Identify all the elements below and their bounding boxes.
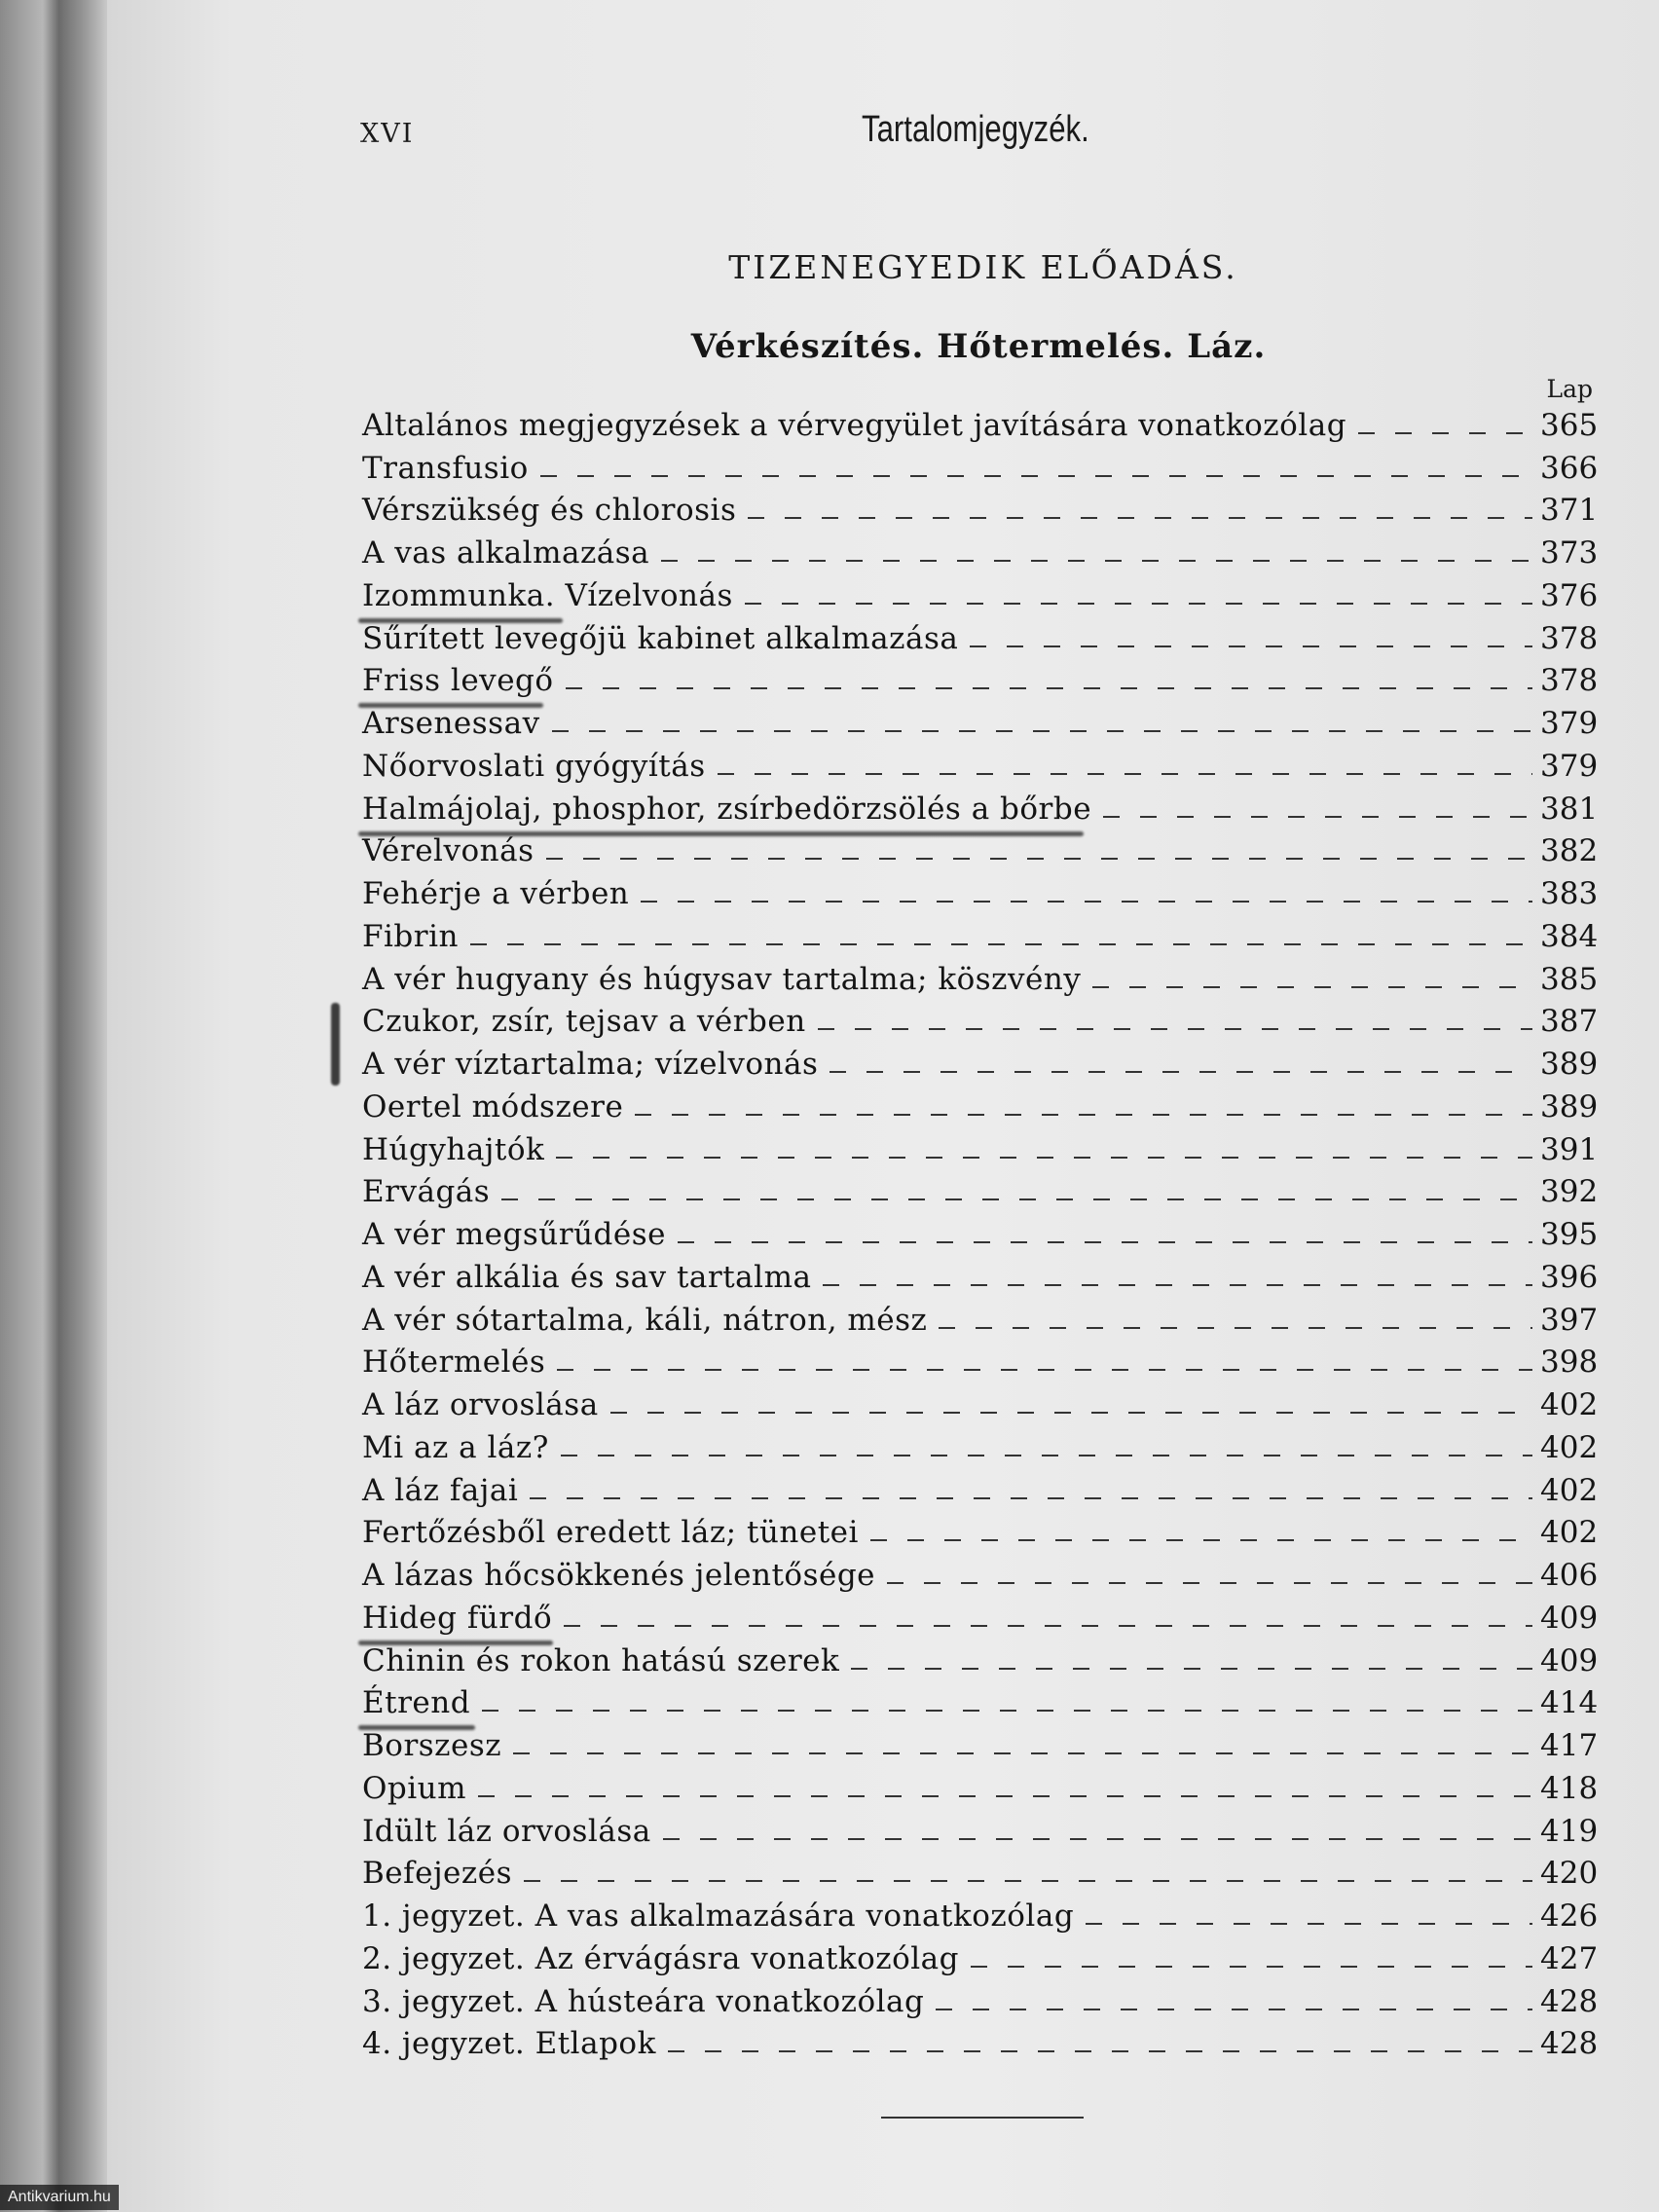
dot-leader — [478, 1795, 1532, 1797]
dot-leader — [818, 1028, 1532, 1030]
entry-title: Hőtermelés — [362, 1345, 546, 1381]
entry-page: 366 — [1540, 450, 1599, 486]
dot-leader — [524, 1880, 1532, 1882]
entry-title: Mi az a láz? — [362, 1429, 549, 1465]
dot-leader — [668, 2050, 1532, 2052]
dot-leader — [718, 773, 1532, 775]
entry-page: 371 — [1540, 493, 1599, 529]
dot-leader — [971, 1966, 1532, 1968]
section-subtitle: Vérkészítés. Hőtermelés. Láz. — [690, 327, 1267, 366]
dot-leader — [1103, 816, 1532, 818]
entry-page: 384 — [1540, 918, 1599, 954]
entry-title: Nőorvoslati gyógyítás — [362, 748, 706, 784]
entry-title: Oertel módszere — [362, 1088, 624, 1124]
entry-page: 389 — [1540, 1047, 1599, 1082]
entry-page: 402 — [1540, 1387, 1599, 1422]
dot-leader — [641, 901, 1532, 903]
entry-title: Fibrin — [362, 918, 459, 954]
entry-title-text: Étrend — [362, 1685, 471, 1721]
dot-leader — [851, 1668, 1532, 1670]
entry-title: Húgyhajtók — [362, 1131, 545, 1167]
entry-page: 426 — [1540, 1899, 1599, 1934]
dot-leader — [678, 1241, 1532, 1243]
toc-entry — [362, 1467, 1599, 1510]
dot-leader — [936, 2009, 1532, 2010]
entry-page: 414 — [1540, 1685, 1599, 1721]
toc-entry — [362, 1808, 1599, 1851]
entry-title — [362, 576, 733, 615]
dot-leader — [887, 1582, 1532, 1584]
toc-entry — [362, 1211, 1599, 1254]
entry-page: 381 — [1540, 791, 1599, 827]
entry-title-text: Hideg fürdő — [362, 1600, 553, 1636]
toc-entry — [362, 615, 1599, 658]
dot-leader — [635, 1114, 1532, 1116]
entry-page: 379 — [1540, 706, 1599, 741]
entry-title — [362, 1599, 552, 1638]
toc-entry — [362, 1041, 1599, 1084]
toc-entry — [362, 1424, 1599, 1467]
entry-title: Czukor, zsír, tejsav a vérben — [362, 1004, 806, 1040]
dot-leader — [970, 645, 1532, 647]
entry-title: A vas alkalmazása — [362, 535, 650, 571]
toc-entry — [362, 1765, 1599, 1808]
entry-page: 385 — [1540, 961, 1599, 997]
entry-page: 428 — [1540, 2026, 1599, 2062]
dot-leader — [513, 1752, 1532, 1754]
entry-title: 2. jegyzet. Az érvágásra vonatkozólag — [362, 1940, 959, 1976]
toc-entry — [362, 2021, 1599, 2064]
toc-entry — [362, 1595, 1599, 1638]
toc-entry — [362, 700, 1599, 743]
entry-page: 409 — [1540, 1642, 1599, 1678]
entry-page: 418 — [1540, 1770, 1599, 1806]
toc-entry — [362, 1084, 1599, 1126]
lecture-title-text: TIZENEGYEDIK ELŐADÁS. — [728, 248, 1238, 286]
entry-page: 376 — [1540, 577, 1599, 613]
entry-title — [362, 790, 1091, 829]
dot-leader — [870, 1539, 1532, 1541]
toc-entry — [362, 530, 1599, 572]
toc-entry — [362, 1126, 1599, 1169]
toc-entry — [362, 956, 1599, 999]
entry-page: 420 — [1540, 1856, 1599, 1892]
entry-title: Sűrített levegőjü kabinet alkalmazása — [362, 620, 959, 656]
entry-title: A vér megsűrűdése — [362, 1217, 666, 1252]
entry-page: 378 — [1540, 620, 1599, 656]
page-header — [360, 109, 1597, 158]
entry-page: 428 — [1540, 1983, 1599, 2019]
entry-title: A vér alkália és sav tartalma — [362, 1259, 812, 1295]
lecture-title — [360, 248, 1597, 286]
toc-entry — [362, 1297, 1599, 1340]
toc-entry — [362, 488, 1599, 531]
entry-page: 402 — [1540, 1429, 1599, 1465]
entry-title: Arsenessav — [362, 706, 540, 741]
entry-page: 392 — [1540, 1174, 1599, 1210]
entry-page: 378 — [1540, 663, 1599, 699]
dot-leader — [546, 858, 1533, 860]
toc-entry — [362, 1978, 1599, 2021]
entry-page: 389 — [1540, 1088, 1599, 1124]
entry-title: A láz fajai — [362, 1472, 519, 1508]
toc-entry — [362, 1510, 1599, 1553]
toc-entry — [362, 658, 1599, 701]
entry-page: 402 — [1540, 1472, 1599, 1508]
toc-entry — [362, 1638, 1599, 1680]
dot-leader — [661, 560, 1532, 562]
watermark: Antikvarium.hu — [0, 2185, 119, 2210]
book-binding — [0, 0, 107, 2212]
toc-entry — [362, 786, 1599, 829]
toc-entry — [362, 829, 1599, 871]
entry-title: Idült láz orvoslása — [362, 1813, 651, 1849]
dot-leader — [470, 943, 1532, 945]
dot-leader — [939, 1327, 1532, 1329]
dot-leader — [552, 730, 1532, 732]
entry-title-text: Halmájolaj, phosphor, zsírbedörzsölés a bőrbe — [362, 791, 1092, 827]
dot-leader — [540, 475, 1532, 477]
entry-title: A lázas hőcsökkenés jelentősége — [362, 1558, 876, 1593]
toc-entry — [362, 1722, 1599, 1765]
entry-page: 395 — [1540, 1217, 1599, 1252]
dot-leader — [530, 1497, 1532, 1499]
entry-page: 379 — [1540, 748, 1599, 784]
dot-leader — [823, 1284, 1532, 1286]
entry-page: 391 — [1540, 1131, 1599, 1167]
toc-entry — [362, 870, 1599, 913]
toc-entry — [362, 572, 1599, 615]
toc-entry — [362, 1382, 1599, 1424]
dot-leader — [482, 1710, 1532, 1712]
dot-leader — [561, 1455, 1532, 1456]
dot-leader — [557, 1369, 1532, 1371]
entry-title — [362, 1683, 470, 1722]
entry-title: A vér sótartalma, káli, nátron, mész — [362, 1302, 928, 1338]
entry-page: 409 — [1540, 1600, 1599, 1636]
entry-title: Chinin és rokon hatású szerek — [362, 1642, 840, 1678]
dot-leader — [745, 603, 1532, 605]
dot-leader — [564, 1625, 1532, 1627]
entry-page: 406 — [1540, 1558, 1599, 1593]
entry-title: Altalános megjegyzések a vérvegyület javítására vonatkozólag — [362, 407, 1347, 443]
dot-leader — [501, 1198, 1532, 1200]
entry-page: 397 — [1540, 1302, 1599, 1338]
dot-leader — [556, 1157, 1532, 1159]
dot-leader — [748, 517, 1532, 519]
toc-entry — [362, 1936, 1599, 1978]
entry-title: Fertőzésből eredett láz; tünetei — [362, 1515, 859, 1551]
entry-title: A láz orvoslása — [362, 1387, 599, 1422]
toc-entry — [362, 1893, 1599, 1936]
entry-page: 402 — [1540, 1515, 1599, 1551]
running-title: Tartalomjegyzék. — [862, 109, 1089, 150]
entry-page: 373 — [1540, 535, 1599, 571]
entry-page: 365 — [1540, 407, 1599, 443]
toc-entry — [362, 445, 1599, 488]
page-column-label: Lap — [1546, 375, 1593, 403]
entry-title: 3. jegyzet. A hústeára vonatkozólag — [362, 1983, 925, 2019]
toc-entry — [362, 1680, 1599, 1723]
entry-title: Befejezés — [362, 1856, 512, 1892]
entry-title: A vér víztartalma; vízelvonás — [362, 1047, 819, 1082]
toc-entries — [362, 402, 1599, 2063]
entry-page: 383 — [1540, 876, 1599, 911]
entry-title-text: Izommunka. Vízelvonás — [362, 577, 733, 613]
entry-title: Opium — [362, 1770, 467, 1806]
entry-page: 417 — [1540, 1728, 1599, 1763]
entry-title: Borszesz — [362, 1728, 502, 1763]
entry-title: Ervágás — [362, 1174, 491, 1210]
dot-leader — [1086, 1923, 1532, 1925]
entry-page: 427 — [1540, 1940, 1599, 1976]
end-rule — [881, 2117, 1084, 2119]
dot-leader — [610, 1412, 1532, 1414]
toc-entry — [362, 1552, 1599, 1595]
page-number: XVI — [360, 119, 415, 149]
entry-title: Vérszükség és chlorosis — [362, 493, 737, 529]
entry-page: 419 — [1540, 1813, 1599, 1849]
dot-leader — [1092, 986, 1532, 988]
entry-title: A vér hugyany és húgysav tartalma; köszvény — [362, 961, 1082, 997]
toc-entry — [362, 999, 1599, 1042]
dot-leader — [1358, 432, 1532, 434]
pencil-margin-mark — [331, 1003, 340, 1086]
entry-page: 387 — [1540, 1004, 1599, 1040]
dot-leader — [663, 1838, 1532, 1840]
entry-title: 1. jegyzet. A vas alkalmazására vonatkozólag — [362, 1899, 1075, 1934]
toc-entry — [362, 1851, 1599, 1894]
entry-page: 396 — [1540, 1259, 1599, 1295]
entry-title — [362, 661, 554, 700]
entry-title: Transfusio — [362, 450, 529, 486]
toc-entry — [362, 913, 1599, 956]
toc-entry — [362, 1169, 1599, 1212]
entry-page: 398 — [1540, 1345, 1599, 1381]
entry-page: 382 — [1540, 833, 1599, 869]
toc-entry — [362, 1340, 1599, 1382]
dot-leader — [830, 1071, 1532, 1073]
entry-title: Fehérje a vérben — [362, 876, 630, 911]
entry-title: Vérelvonás — [362, 833, 535, 869]
toc-entry — [362, 743, 1599, 786]
toc-entry — [362, 1254, 1599, 1297]
entry-title: 4. jegyzet. Etlapok — [362, 2026, 656, 2062]
dot-leader — [566, 687, 1532, 689]
entry-title-text: Friss levegő — [362, 663, 554, 699]
toc-entry — [362, 402, 1599, 445]
